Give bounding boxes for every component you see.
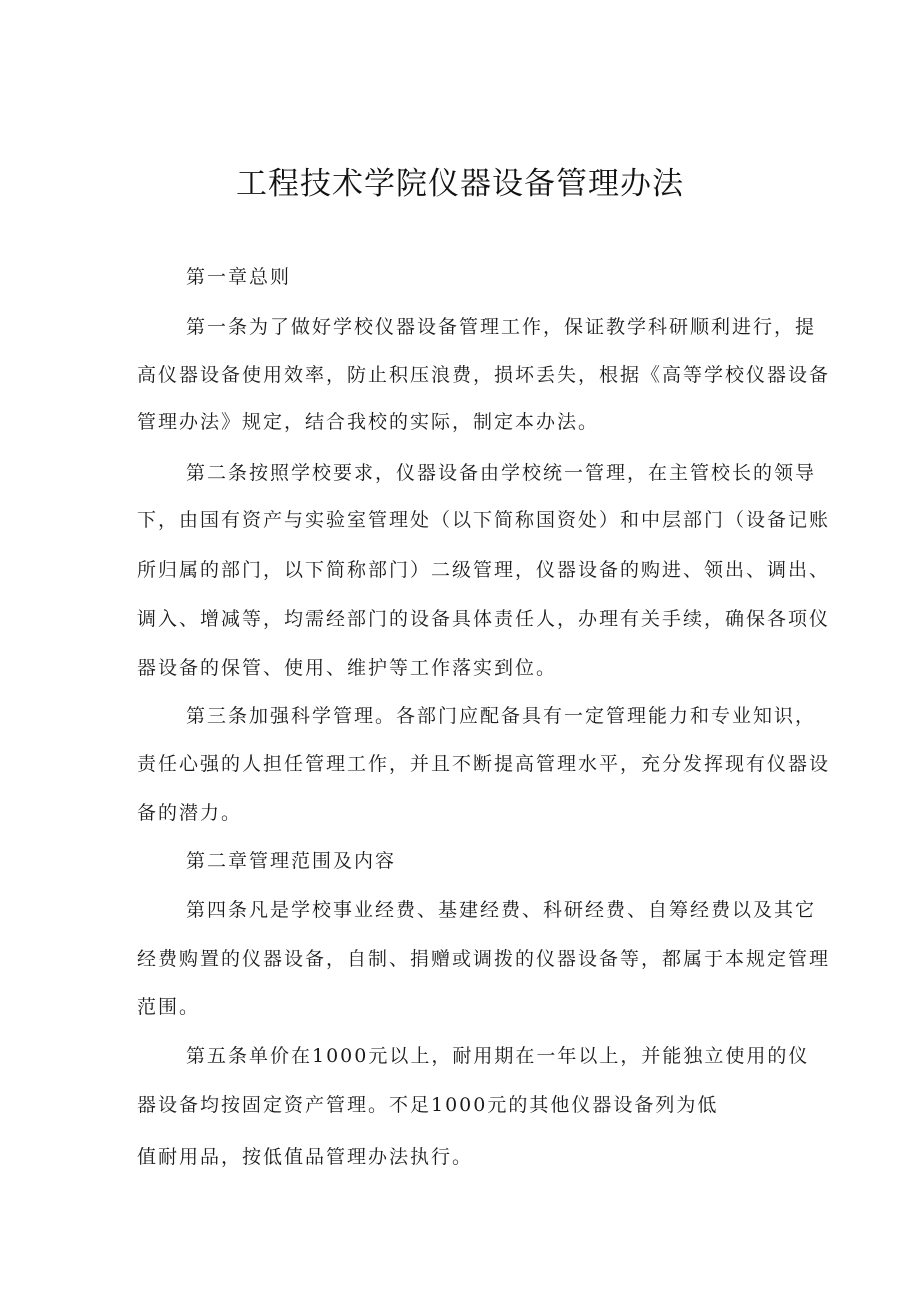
article-5-line-3: 值耐用品，按低值品管理办法执行。 xyxy=(137,1146,474,1168)
article-2-line-5: 器设备的保管、使用、维护等工作落实到位。 xyxy=(137,657,558,679)
article-4-line-1: 第四条凡是学校事业经费、基建经费、科研经费、自筹经费以及其它 xyxy=(186,899,817,921)
article-2-line-4: 调入、增减等，均需经部门的设备具体责任人，办理有关手续，确保各项仪 xyxy=(137,608,831,630)
article-2-line-3: 所归属的部门，以下简称部门）二级管理，仪器设备的购进、领出、调出、 xyxy=(137,559,831,581)
article-1-line-1: 第一条为了做好学校仪器设备管理工作，保证教学科研顺利进行，提 xyxy=(186,316,817,338)
article-5-line-2: 器设备均按固定资产管理。不足1000元的其他仪器设备列为低 xyxy=(137,1094,719,1116)
chapter-heading-2: 第二章管理范围及内容 xyxy=(186,850,397,872)
article-5-line-1: 第五条单价在1000元以上，耐用期在一年以上，并能独立使用的仪 xyxy=(186,1045,810,1067)
article-2-line-1: 第二条按照学校要求，仪器设备由学校统一管理，在主管校长的领导 xyxy=(186,462,817,484)
article-3-line-1: 第三条加强科学管理。各部门应配备具有一定管理能力和专业知识， xyxy=(186,705,817,727)
chapter-heading-1: 第一章总则 xyxy=(186,266,292,288)
article-2-line-2: 下，由国有资产与实验室管理处（以下简称国资处）和中层部门（设备记账 xyxy=(137,509,831,531)
article-4-line-2: 经费购置的仪器设备，自制、捐赠或调拨的仪器设备等，都属于本规定管理 xyxy=(137,948,831,970)
document-title: 工程技术学院仪器设备管理办法 xyxy=(236,166,684,202)
article-4-line-3: 范围。 xyxy=(137,996,201,1018)
article-3-line-2: 责任心强的人担任管理工作，并且不断提高管理水平，充分发挥现有仪器设 xyxy=(137,753,831,775)
article-1-line-2: 高仪器设备使用效率，防止积压浪费，损坏丢失，根据《高等学校仪器设备 xyxy=(137,364,831,386)
article-3-line-3: 备的潜力。 xyxy=(137,802,243,824)
article-1-line-3: 管理办法》规定，结合我校的实际，制定本办法。 xyxy=(137,411,600,433)
